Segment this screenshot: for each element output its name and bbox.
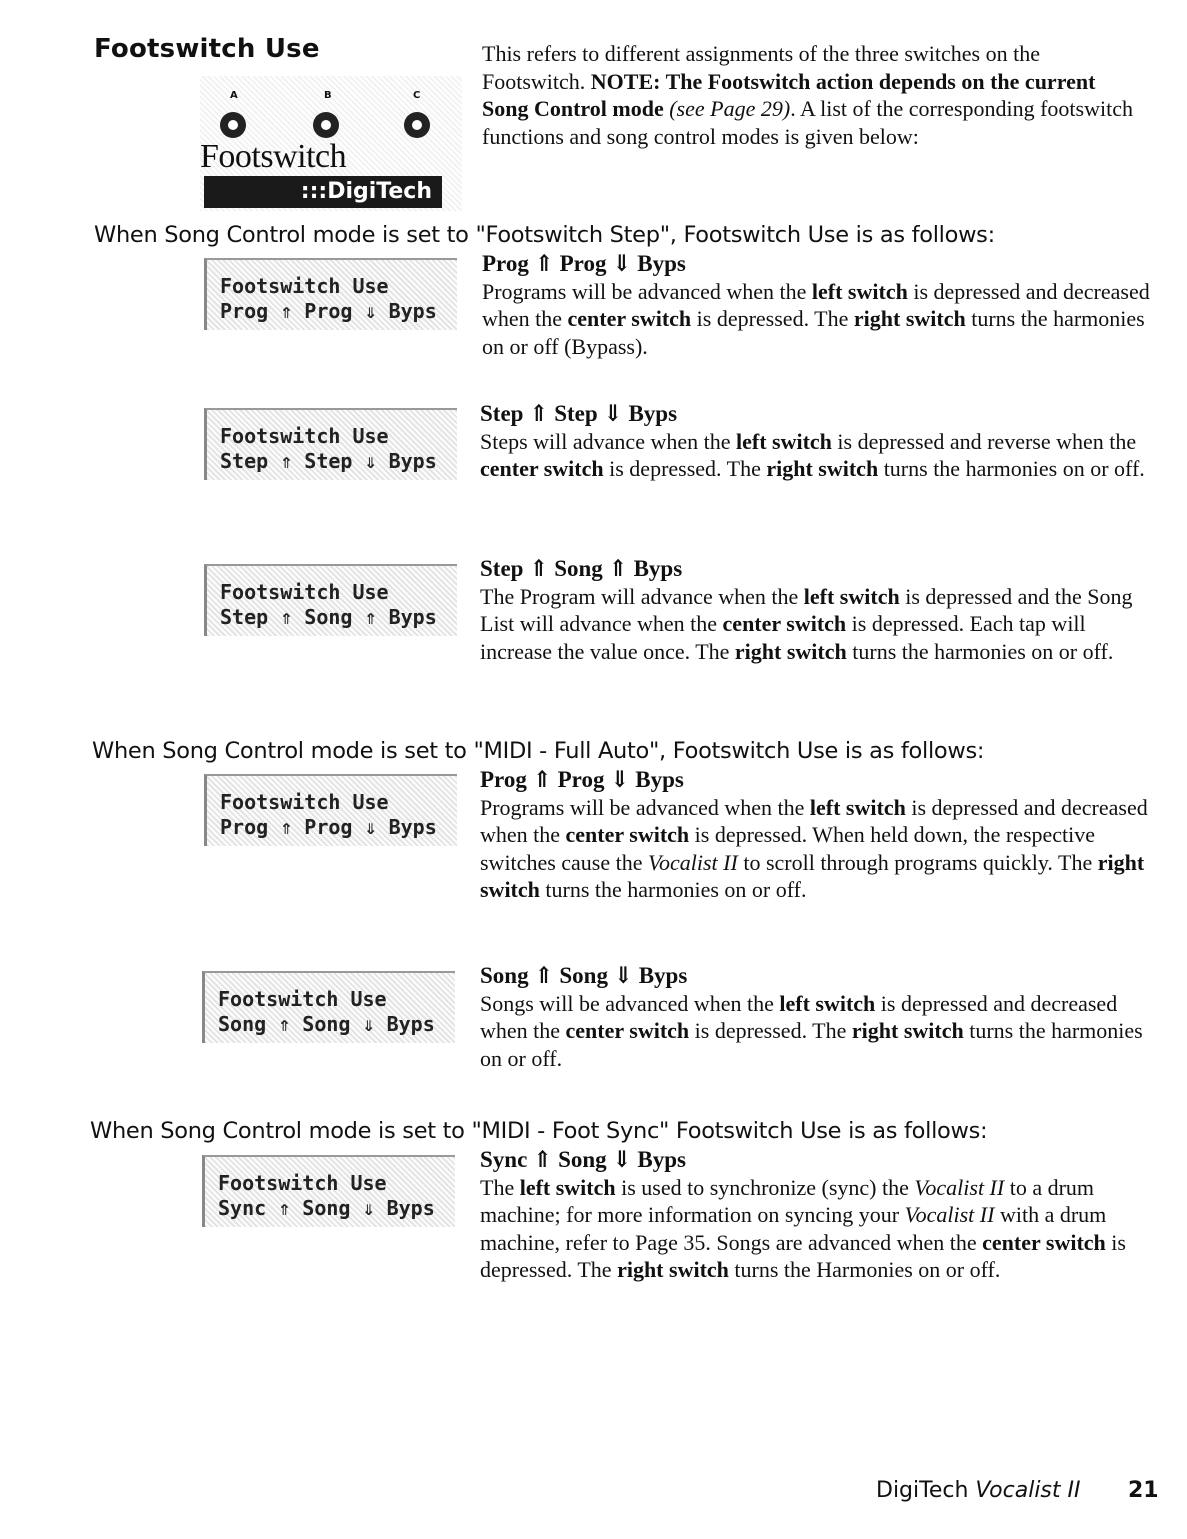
emphasis-term: center switch (982, 1229, 1106, 1255)
footer-model-name: Vocalist II (975, 1478, 1081, 1503)
emphasis-term: center switch (722, 611, 847, 636)
emphasis-term: left switch (803, 583, 900, 609)
emphasis-term: left switch (811, 278, 908, 304)
product-name: Vocalist II (648, 849, 738, 875)
lcd-display (204, 774, 457, 846)
lcd-line-1: Footswitch Use (220, 580, 389, 604)
entry-description (480, 962, 1150, 1072)
body-text: turns the harmonies on or off (Bypass). (482, 306, 1145, 359)
emphasis-term: right switch (480, 849, 1145, 902)
body-text: Programs will be advanced when the (482, 278, 812, 304)
footer-brand (876, 1478, 1081, 1503)
lcd-line-2: Step ⇑ Song ⇑ Byps (220, 605, 437, 629)
body-text: is depressed. The (480, 1229, 1126, 1282)
body-text: is depressed and reverse when the (831, 428, 1137, 454)
lcd-line-1: Footswitch Use (220, 424, 389, 448)
intro-page-ref: (see Page 29) (663, 96, 791, 121)
entry-body (480, 1174, 1150, 1284)
body-text: is depressed. The (689, 1018, 852, 1043)
lcd-line-1: Footswitch Use (218, 1171, 387, 1195)
switch-label-b: B (324, 90, 332, 101)
body-text: to a drum machine; for more information on syncing your (480, 1174, 1095, 1227)
emphasis-term: right switch (766, 456, 879, 481)
entry-body (480, 583, 1150, 666)
entry-title: Step ⇑ Song ⇑ Byps (480, 556, 683, 581)
emphasis-term: right switch (853, 306, 966, 331)
mode-heading-midi-foot-sync: When Song Control mode is set to "MIDI - Foot Sync" Footswitch Use is as follows: (90, 1118, 988, 1144)
body-text: is depressed. When held down, the respective switches cause the (480, 822, 1096, 875)
entry-body (482, 278, 1152, 361)
lcd-line-1: Footswitch Use (218, 987, 387, 1011)
switch-knob-b-icon (313, 112, 339, 138)
body-text: turns the harmonies on or off. (539, 877, 807, 902)
emphasis-term: center switch (565, 1018, 690, 1043)
lcd-line-2: Step ⇑ Step ⇓ Byps (220, 449, 437, 473)
body-text: turns the harmonies on or off. (846, 638, 1114, 664)
body-text: turns the harmonies on or off. (480, 1018, 1143, 1071)
emphasis-term: left switch (519, 1174, 616, 1200)
entry-title: Prog ⇑ Prog ⇓ Byps (480, 767, 684, 792)
body-text: is depressed. The (603, 456, 767, 481)
lcd-line-2: Prog ⇑ Prog ⇓ Byps (220, 815, 437, 839)
emphasis-term: center switch (565, 822, 690, 847)
body-text: is depressed. The (691, 306, 854, 331)
lcd-line-2: Prog ⇑ Prog ⇓ Byps (220, 299, 437, 323)
body-text: to scroll through programs quickly. The (737, 849, 1098, 875)
body-text: is depressed and decreased when the (480, 990, 1118, 1043)
lcd-display (202, 1155, 455, 1227)
entry-description (480, 555, 1150, 665)
body-text: turns the harmonies on or off. (878, 456, 1145, 481)
body-text: The (480, 1174, 520, 1200)
emphasis-term: center switch (567, 306, 692, 331)
entry-description (482, 250, 1152, 360)
footswitch-brand-text: Footswitch (200, 138, 347, 175)
body-text: is depressed and the Song List will advance when the (480, 583, 1133, 636)
entry-title: Song ⇑ Song ⇓ Byps (480, 963, 688, 988)
intro-paragraph (482, 40, 1142, 150)
lcd-line-1: Footswitch Use (220, 274, 389, 298)
entry-description (480, 766, 1150, 904)
switch-knob-a-icon (220, 112, 246, 138)
emphasis-term: right switch (851, 1018, 964, 1043)
switch-label-c: C (413, 90, 421, 101)
lcd-line-2: Song ⇑ Song ⇓ Byps (218, 1012, 435, 1036)
emphasis-term: left switch (736, 428, 832, 454)
entry-body (480, 990, 1150, 1073)
footer-brand-name: DigiTech (876, 1478, 976, 1503)
body-text: is depressed. Each tap will increase the value once. The (480, 611, 1086, 664)
emphasis-term: center switch (480, 456, 604, 481)
emphasis-term: right switch (734, 638, 847, 664)
body-text: Steps will advance when the (480, 428, 736, 454)
lcd-display (204, 408, 457, 480)
mode-heading-midi-full-auto: When Song Control mode is set to "MIDI - Full Auto", Footswitch Use is as follows: (92, 738, 985, 764)
entry-body (480, 794, 1150, 904)
entry-title: Sync ⇑ Song ⇓ Byps (480, 1147, 687, 1172)
lcd-display (204, 564, 457, 636)
product-name: Vocalist II (904, 1202, 995, 1227)
intro-text-2: . A list of the corresponding footswitch functions and song control modes is given below: (482, 96, 1133, 149)
footswitch-illustration (200, 76, 462, 211)
intro-note: NOTE: The Footswitch action depends on the current Song Control mode (482, 68, 1096, 121)
body-text: is depressed and decreased when the (480, 794, 1148, 847)
entry-description (480, 1146, 1150, 1284)
body-text: Programs will be advanced when the (480, 794, 810, 820)
body-text: Songs will be advanced when the (480, 990, 780, 1016)
digitech-logo: :::DigiTech (204, 176, 442, 208)
mode-heading-footswitch-step: When Song Control mode is set to "Footswitch Step", Footswitch Use is as follows: (94, 222, 995, 248)
body-text: is depressed and decreased when the (482, 278, 1150, 331)
entry-title: Prog ⇑ Prog ⇓ Byps (482, 251, 686, 276)
entry-title: Step ⇑ Step ⇓ Byps (480, 401, 678, 426)
body-text: with a drum machine, refer to Page 35. Songs are advanced when the (480, 1202, 1107, 1255)
entry-body (480, 428, 1150, 483)
emphasis-term: right switch (617, 1257, 729, 1282)
switch-knob-c-icon (404, 112, 430, 138)
body-text: turns the Harmonies on or off. (728, 1257, 1001, 1282)
lcd-line-1: Footswitch Use (220, 790, 389, 814)
page-number: 21 (1128, 1478, 1159, 1503)
page-title: Footswitch Use (94, 34, 320, 64)
switch-label-a: A (230, 90, 238, 101)
emphasis-term: left switch (809, 794, 906, 820)
entry-description (480, 400, 1150, 483)
lcd-display (202, 971, 455, 1043)
emphasis-term: left switch (779, 990, 876, 1016)
body-text: The Program will advance when the (480, 583, 804, 609)
lcd-line-2: Sync ⇑ Song ⇓ Byps (218, 1196, 435, 1220)
body-text: is used to synchronize (sync) the (615, 1174, 915, 1200)
product-name: Vocalist II (914, 1174, 1005, 1200)
lcd-display (204, 258, 457, 330)
intro-text-1: This refers to different assignments of the three switches on the Footswitch. (482, 41, 1040, 94)
